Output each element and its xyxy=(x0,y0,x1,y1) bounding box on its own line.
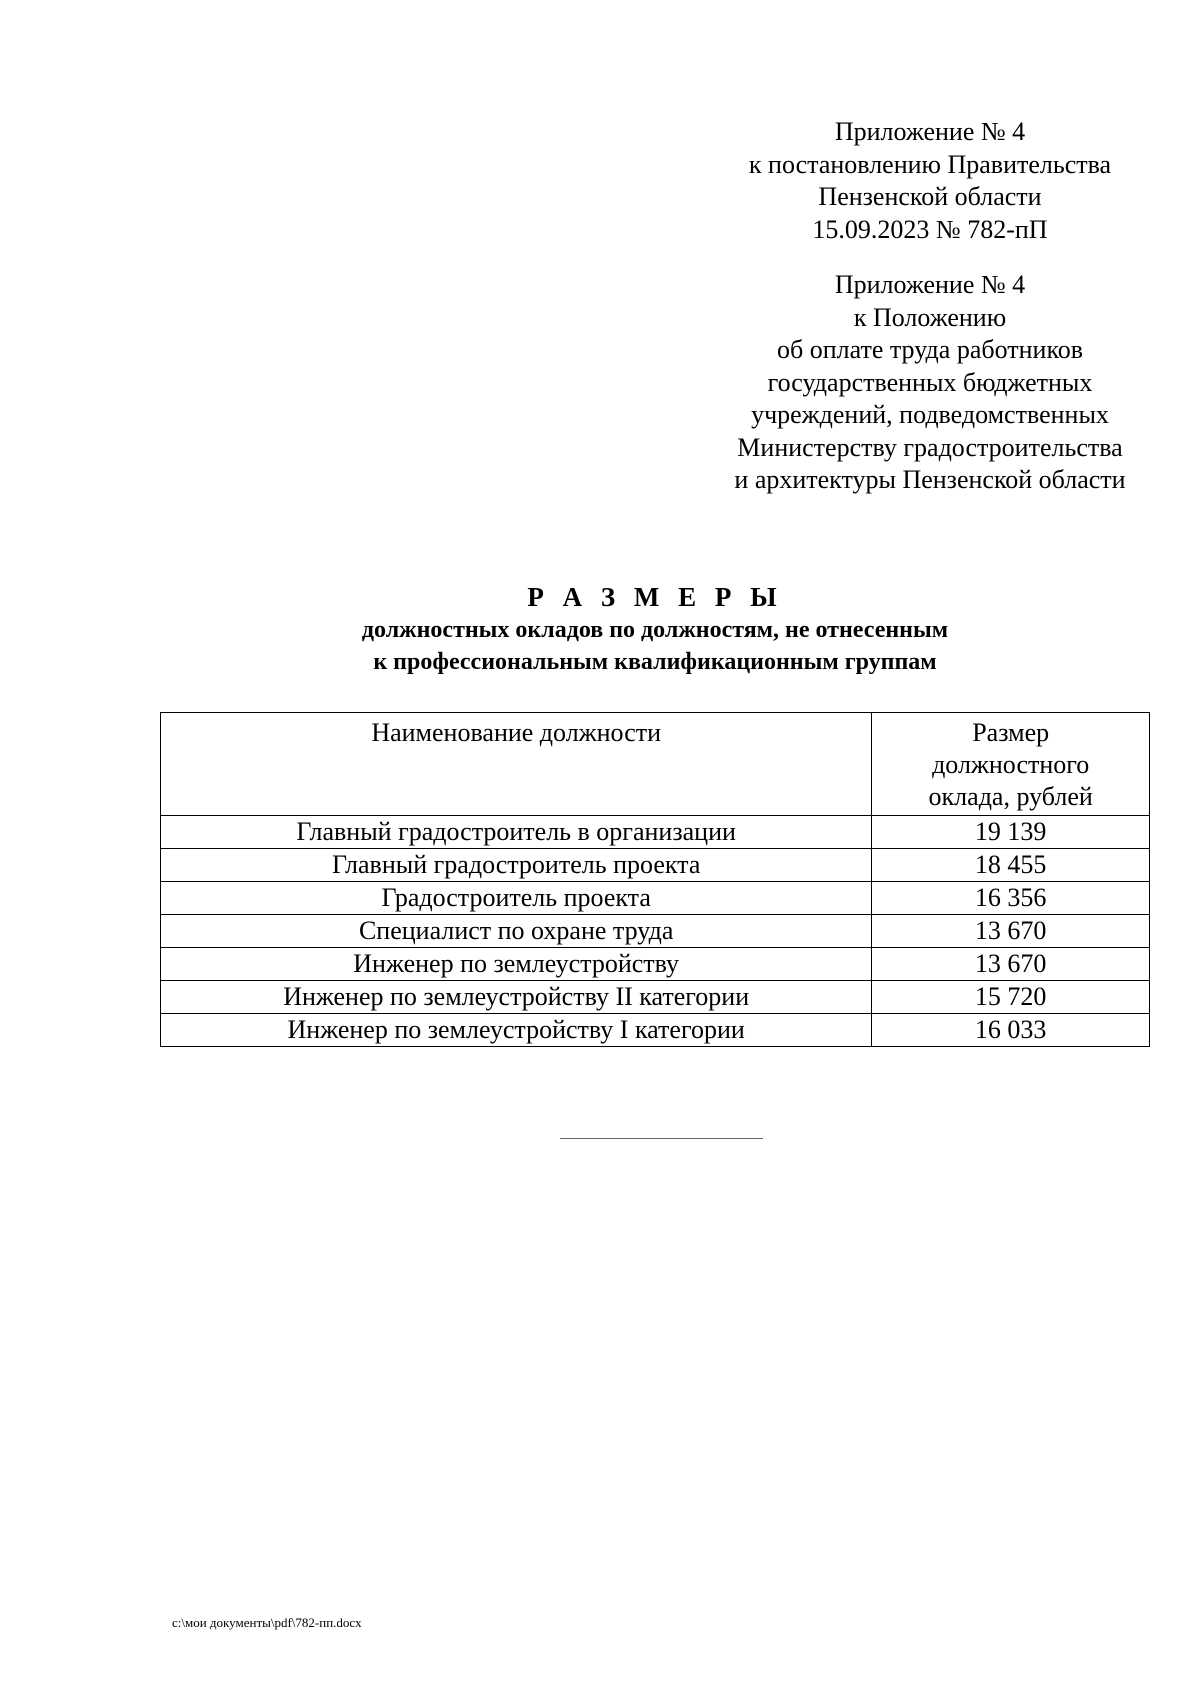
footer-file-path: c:\мои документы\pdf\782-пп.docx xyxy=(172,1615,362,1630)
header-salary-size xyxy=(872,713,1150,816)
position-cell: Главный градостроитель проекта xyxy=(161,849,872,882)
position-cell: Инженер по землеустройству xyxy=(161,948,872,981)
annex-regulation-line-7: и архитектуры Пензенской области xyxy=(734,465,1126,494)
salary-cell: 18 455 xyxy=(872,849,1150,882)
salary-cell: 16 356 xyxy=(872,882,1150,915)
annex-regulation-line-4: государственных бюджетных xyxy=(767,367,1093,397)
table-row xyxy=(161,1014,1150,1047)
position-cell: Инженер по землеустройству II категории xyxy=(161,981,872,1014)
closing-divider xyxy=(560,1138,763,1139)
header-salary-line-2: должностного xyxy=(932,750,1090,779)
table-row xyxy=(161,981,1150,1014)
position-cell: Инженер по землеустройству I категории xyxy=(161,1014,872,1047)
title-subtitle-line-2: к профессиональным квалификационным группам xyxy=(373,649,937,675)
salary-cell: 13 670 xyxy=(872,915,1150,948)
annex-to-regulation xyxy=(700,269,1160,497)
annex-decree-line-4: 15.09.2023 № 782-пП xyxy=(812,214,1048,244)
header-salary-line-3: оклада, рублей xyxy=(928,782,1093,811)
table-row xyxy=(161,948,1150,981)
salary-cell: 15 720 xyxy=(872,981,1150,1014)
header-position-name: Наименование должности xyxy=(161,713,872,816)
title-main: Р А З М Е Р Ы xyxy=(527,582,783,612)
table-row xyxy=(161,849,1150,882)
annex-regulation-line-6: Министерству градостроительства xyxy=(737,432,1123,462)
annex-regulation-line-2: к Положению xyxy=(853,302,1007,332)
annex-decree-line-2: к постановлению Правительства xyxy=(748,149,1112,179)
annex-regulation-line-5: учреждений, подведомственных xyxy=(751,400,1109,429)
position-cell: Специалист по охране труда xyxy=(161,915,872,948)
document-title xyxy=(150,580,1160,678)
position-cell: Главный градостроитель в организации xyxy=(161,816,872,849)
salary-cell: 16 033 xyxy=(872,1014,1150,1047)
title-subtitle-line-1: должностных окладов по должностям, не отнесенным xyxy=(361,617,949,643)
header-salary-line-1: Размер xyxy=(972,718,1050,747)
salary-cell: 19 139 xyxy=(872,816,1150,849)
annex-decree-line-3: Пензенской области xyxy=(818,182,1042,211)
position-cell: Градостроитель проекта xyxy=(161,882,872,915)
table-row xyxy=(161,915,1150,948)
annex-to-decree xyxy=(700,116,1160,246)
table-row xyxy=(161,816,1150,849)
table-header-row xyxy=(161,713,1150,816)
annex-regulation-line-1: Приложение № 4 xyxy=(834,270,1026,299)
salary-table xyxy=(160,712,1150,1047)
annex-regulation-line-3: об оплате труда работников xyxy=(776,335,1084,364)
annex-decree-line-1: Приложение № 4 xyxy=(834,117,1026,146)
salary-cell: 13 670 xyxy=(872,948,1150,981)
table-row xyxy=(161,882,1150,915)
